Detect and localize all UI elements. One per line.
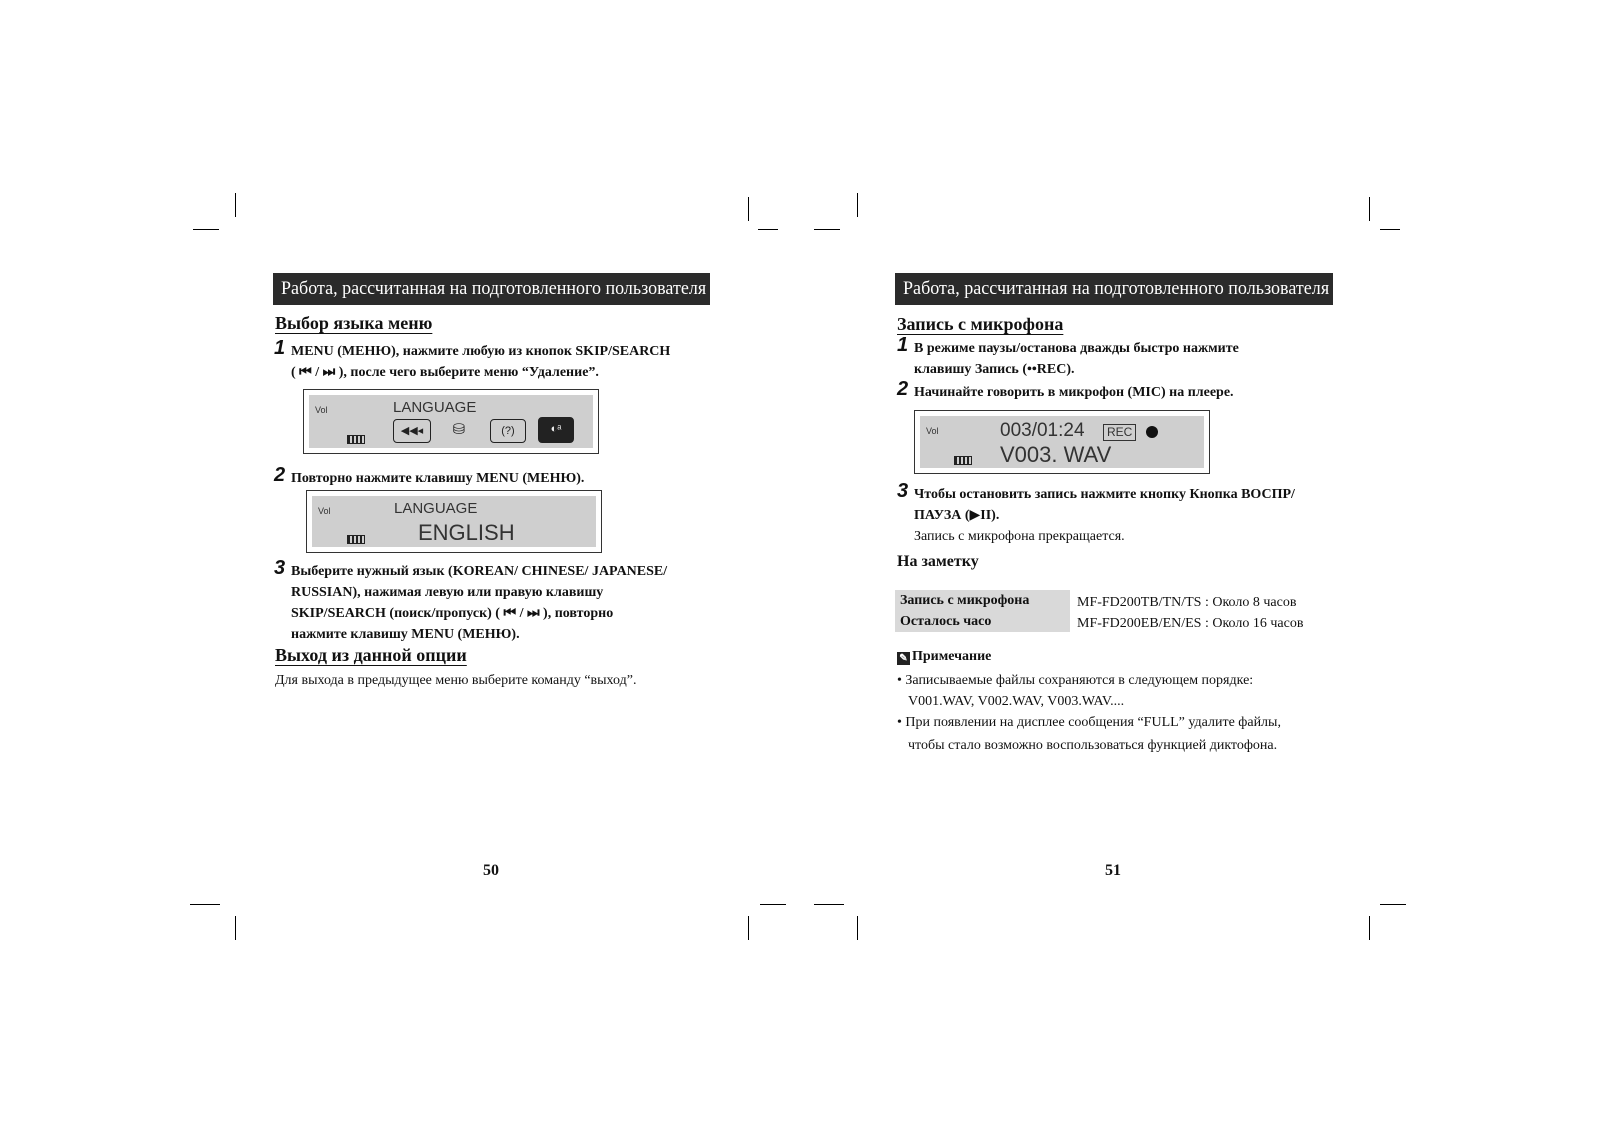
step-text: ПАУЗА (▶II). xyxy=(914,508,1000,523)
step-number: 2 xyxy=(897,378,909,400)
lcd-screen xyxy=(920,416,1204,468)
section-title: Запись с микрофона xyxy=(897,314,1064,334)
step-text: Чтобы остановить запись нажмите кнопку Кнопка ВОСПР/ xyxy=(914,487,1295,502)
page-banner: Работа, рассчитанная на подготовленного пользователя xyxy=(895,273,1333,305)
crop-mark xyxy=(1369,197,1370,221)
table-value-row: MF-FD200EB/EN/ES : Около 16 часов xyxy=(1077,616,1304,631)
battery-icon xyxy=(347,435,365,444)
step-text: Повторно нажмите клавишу MENU (МЕНЮ). xyxy=(291,471,585,486)
recording-filename: V003. WAV xyxy=(1000,442,1112,467)
crop-mark xyxy=(1380,229,1400,230)
table-label-cell xyxy=(895,590,1070,632)
step-number: 3 xyxy=(274,557,286,579)
record-dot-icon xyxy=(1146,426,1158,438)
lcd-screen xyxy=(309,395,593,448)
list-item: • Записываемые файлы сохраняются в следующем порядке: xyxy=(897,673,1254,688)
crop-mark xyxy=(748,197,749,221)
step-text: Выберите нужный язык (KOREAN/ CHINESE/ JAPANESE/ xyxy=(291,564,668,579)
table-label: Осталось часо xyxy=(900,614,992,629)
crop-mark xyxy=(190,904,220,905)
step-text: Начинайте говорить в микрофон (MIC) на плеере. xyxy=(914,385,1234,400)
step-text: ( ⏮ / ⏭ ), после чего выберите меню “Удаление”. xyxy=(291,365,599,380)
help-icon: (?) xyxy=(490,419,526,443)
step-number: 3 xyxy=(897,480,909,502)
rec-indicator: REC xyxy=(1103,424,1136,441)
table-value xyxy=(1077,592,1303,634)
recording-time: 003/01:24 xyxy=(1000,420,1085,441)
list-item: чтобы стало возможно воспользоваться функцией диктофона. xyxy=(908,738,1278,753)
step-number: 2 xyxy=(274,464,286,486)
lcd-display-recording xyxy=(914,410,1210,474)
page-number: 50 xyxy=(483,862,499,879)
lcd-screen xyxy=(312,496,596,547)
remark-heading xyxy=(897,649,991,665)
step-1 xyxy=(897,334,1344,380)
language-icon: ◐ᵃ xyxy=(538,417,574,443)
speaker-icon: ◀◀◂ xyxy=(393,419,431,443)
step-2 xyxy=(274,464,585,489)
note-icon: ✎ xyxy=(897,652,910,665)
step-text: MENU (МЕНЮ), нажмите любую из кнопок SKIP/SEARCH xyxy=(291,344,671,359)
database-icon: ⛁ xyxy=(452,421,466,438)
paragraph: Для выхода в предыдущее меню выберите команду “выход”. xyxy=(275,673,637,688)
step-2 xyxy=(897,378,1234,403)
section-title: Выход из данной опции xyxy=(275,645,467,665)
volume-indicator: Vol xyxy=(926,426,939,436)
step-1 xyxy=(274,337,721,383)
crop-mark xyxy=(857,193,858,217)
lcd-display-language-icons xyxy=(303,389,599,454)
step-3 xyxy=(274,557,721,645)
crop-mark xyxy=(748,916,749,940)
crop-mark xyxy=(193,229,219,230)
lcd-display-language-english xyxy=(306,490,602,553)
step-text: В режиме паузы/останова дважды быстро нажмите xyxy=(914,341,1239,356)
crop-mark xyxy=(1380,904,1406,905)
crop-mark xyxy=(760,904,786,905)
crop-mark xyxy=(758,229,778,230)
remark-title: Примечание xyxy=(912,649,992,664)
step-text: RUSSIAN), нажимая левую или правую клавишу xyxy=(291,585,604,600)
step-text: SKIP/SEARCH (поиск/пропуск) ( ⏮ / ⏭ ), повторно xyxy=(291,606,614,621)
step-number: 1 xyxy=(274,337,286,359)
volume-indicator: Vol xyxy=(318,506,331,516)
crop-mark xyxy=(814,904,844,905)
crop-mark xyxy=(235,193,236,217)
list-item: • При появлении на дисплее сообщения “FULL” удалите файлы, xyxy=(897,715,1281,730)
lcd-value: ENGLISH xyxy=(418,520,515,545)
crop-mark xyxy=(814,229,840,230)
table-value-row: MF-FD200TB/TN/TS : Около 8 часов xyxy=(1077,595,1297,610)
step-text: клавишу Запись (••REC). xyxy=(914,362,1075,377)
step-note: Запись с микрофона прекращается. xyxy=(914,529,1125,544)
table-label: Запись с микрофона xyxy=(900,593,1030,608)
crop-mark xyxy=(857,916,858,940)
step-number: 1 xyxy=(897,334,909,356)
crop-mark xyxy=(235,916,236,940)
lcd-title: LANGUAGE xyxy=(394,500,478,517)
battery-icon xyxy=(347,535,365,544)
page-number: 51 xyxy=(1105,862,1121,879)
battery-icon xyxy=(954,456,972,465)
list-item: V001.WAV, V002.WAV, V003.WAV.... xyxy=(908,694,1125,709)
crop-mark xyxy=(1369,916,1370,940)
note-heading: На заметку xyxy=(897,553,979,570)
step-text: нажмите клавишу MENU (МЕНЮ). xyxy=(291,627,520,642)
page-banner: Работа, рассчитанная на подготовленного пользователя xyxy=(273,273,710,305)
section-title: Выбор языка меню xyxy=(275,313,433,333)
step-3 xyxy=(897,480,1354,547)
volume-indicator: Vol xyxy=(315,405,328,415)
lcd-title: LANGUAGE xyxy=(393,399,477,416)
